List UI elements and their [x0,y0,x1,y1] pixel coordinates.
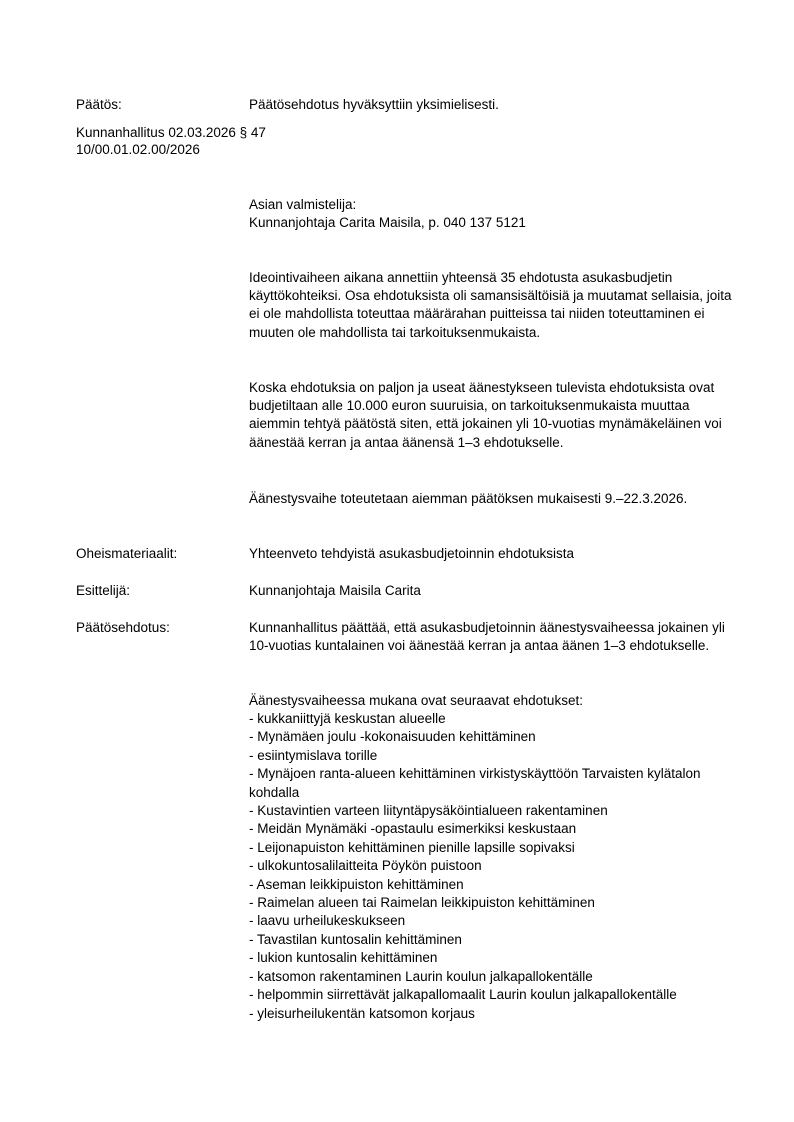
preparer-label: Asian valmistelija: [249,197,357,212]
list-item: - Kustavintien varteen liityntäpysäköintialueen rakentaminen [249,803,608,819]
attachments-label: Oheismateriaalit: [76,546,178,561]
list-item: - Tavastilan kuntosalin kehittäminen [249,931,462,947]
list-item: - Mynämäen joulu -kokonaisuuden kehittäminen [249,729,536,745]
list-item: - laavu urheilukeskukseen [249,913,406,929]
proposal-list-intro: Äänestysvaiheessa mukana ovat seuraavat ehdotukset: [249,693,583,708]
attachments-value: Yhteenveto tehdyistä asukasbudjetoinnin ehdotuksista [249,546,574,561]
list-item: - yleisurheilukentän katsomon korjaus [249,1005,475,1021]
body-paragraph-ideation: Ideointivaiheen aikana annettiin yhteensä 35 ehdotusta asukasbudjetin käyttökohteiksi. Osa ehdotuksista oli samansisältöisiä ja muutamat sellaisia, joita ei ole mahdollista toteuttaa määrärahan puitteissa tai niiden toteuttaminen ei muuten ole mahdollista tai tarkoituksenmukaista. [249,270,732,340]
proposal-list [249,710,739,1023]
preparer-value: Kunnanjohtaja Carita Maisila, p. 040 137 5121 [249,215,526,230]
list-item: - Aseman leikkipuiston kehittäminen [249,876,464,892]
list-item: - Mynäjoen ranta-alueen kehittäminen virkistyskäyttöön Tarvaisten kylätalon kohdalla [249,766,701,800]
proposal-text: Kunnanhallitus päättää, että asukasbudjetoinnin äänestysvaiheessa jokainen yli 10-vuotias kuntalainen voi äänestää kerran ja antaa äänen 1–3 ehdotukselle. [249,620,725,654]
list-item: - helpommin siirrettävät jalkapallomaalit Laurin koulun jalkapallokentälle [249,987,677,1003]
decision-value: Päätösehdotus hyväksyttiin yksimielisesti. [249,97,499,112]
list-item: - esiintymislava torille [249,747,378,763]
list-item: - Meidän Mynämäki -opastaulu esimerkiksi keskustaan [249,821,577,837]
decision-label: Päätös: [76,97,122,112]
body-paragraph-voting-period: Äänestysvaihe toteutetaan aiemman päätöksen mukaisesti 9.–22.3.2026. [249,491,688,506]
record-number: 10/00.01.02.00/2026 [76,142,200,157]
list-item: - kukkaniittyjä keskustan alueelle [249,711,446,726]
list-item: - katsomon rakentaminen Laurin koulun jalkapallokentälle [249,968,593,984]
list-item: - Leijonapuiston kehittäminen pienille lapsille sopivaksi [249,839,575,855]
presenter-label: Esittelijä: [76,583,131,598]
proposal-label: Päätösehdotus: [76,620,170,635]
list-item: - lukion kuntosalin kehittäminen [249,950,438,966]
presenter-value: Kunnanjohtaja Maisila Carita [249,583,421,598]
meeting-reference: Kunnanhallitus 02.03.2026 § 47 [76,125,266,140]
body-paragraph-voting-change: Koska ehdotuksia on paljon ja useat äänestykseen tulevista ehdotuksista ovat budjetiltaan alle 10.000 euron suuruisia, on tarkoituksenmukaista muuttaa aiemmin tehtyä päätöstä siten, että jokainen yli 10-vuotias mynämäkeläinen voi äänestää kerran ja antaa äänensä 1–3 ehdotukselle. [249,380,722,450]
list-item: - Raimelan alueen tai Raimelan leikkipuiston kehittäminen [249,895,595,911]
list-item: - ulkokuntosalilaitteita Pöykön puistoon [249,858,482,874]
